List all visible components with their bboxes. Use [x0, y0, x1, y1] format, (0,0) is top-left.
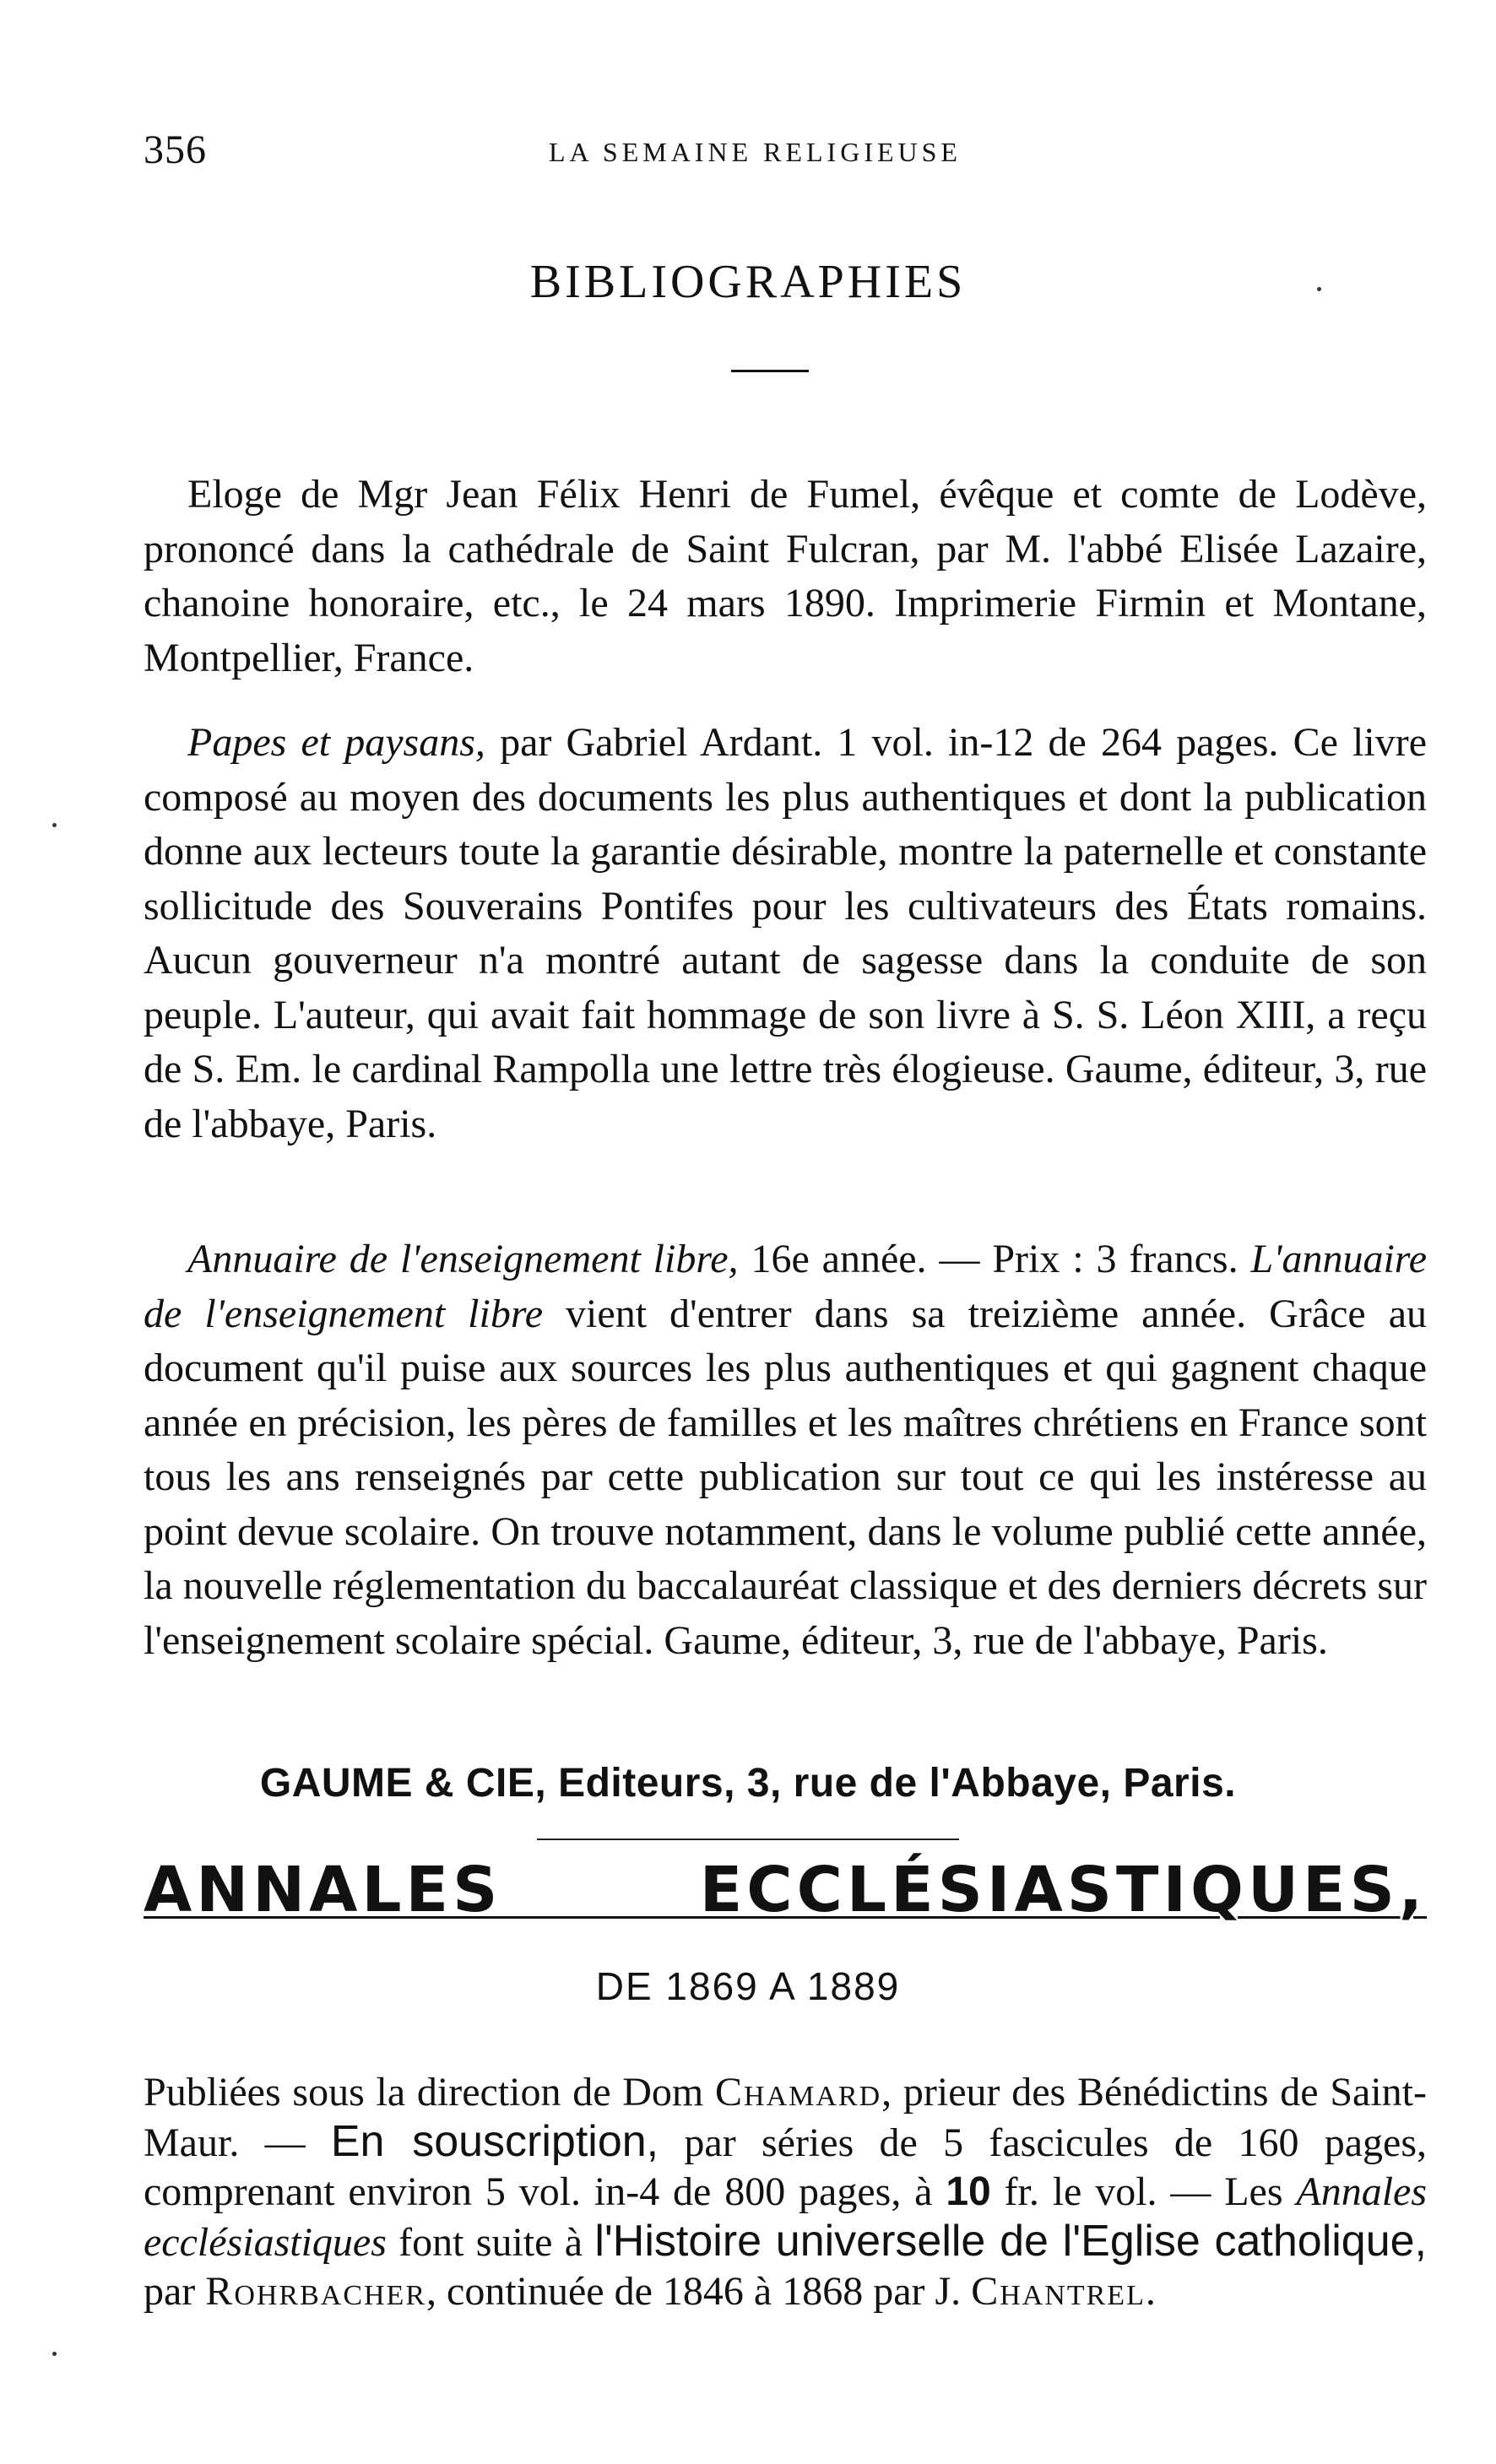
entry-text-continued: vient d'entrer dans sa treizième année. Grâce au document qu'il puise aux sources les plus authentiques et qui gagnent chaque année en précision, les pères de familles et les maîtres chrétiens en France sont tous les ans renseignés par cette publication sur tout ce qui les instéresse au point devue scolaire. On trouve notamment, dans le volume publié cette année, la nouvelle réglementation du baccalauréat classique et des derniers décrets sur l'enseignement scolaire spécial. Gaume, éditeur, 3, rue de l'abbaye, Paris.: [144, 1291, 1427, 1663]
entry-title: Papes et paysans,: [187, 720, 485, 765]
price: 10: [946, 2169, 991, 2214]
advertisement-dates: DE 1869 A 1889: [595, 1964, 901, 2008]
print-speck: [52, 823, 57, 827]
bibliography-entry-annuaire: [144, 1232, 1427, 1668]
desc-text: , prieur des Bénédictins de Saint-Maur. —: [144, 2070, 1428, 2165]
bibliography-entry-papes: [144, 716, 1427, 1151]
desc-text: Publiées sous la direction de Dom: [144, 2070, 715, 2115]
advertisement-title: ANNALES ECCLÉSIASTIQUES,: [144, 1854, 1427, 1926]
running-title: LA SEMAINE RELIGIEUSE: [549, 137, 962, 167]
page-number: 356: [144, 127, 207, 172]
desc-text: , continuée de 1846 à 1868 par J.: [426, 2269, 972, 2314]
desc-text: .: [1145, 2269, 1156, 2314]
print-speck: [1317, 287, 1321, 291]
bibliography-entry-eloge: [144, 468, 1427, 685]
annales-title-italic: Annales ecclésiastiques: [144, 2169, 1428, 2265]
desc-text: fr. le vol. — Les: [990, 2169, 1297, 2214]
desc-text: par: [144, 2269, 206, 2314]
author-name: Chamard: [715, 2070, 882, 2115]
entry-text: 16e année. — Prix : 3 francs.: [738, 1237, 1251, 1281]
print-speck: [52, 2352, 57, 2356]
running-head: [144, 127, 1427, 177]
section-divider: [731, 370, 809, 372]
entry-text: Eloge de Mgr Jean Félix Henri de Fumel, évêque et comte de Lodève, prononcé dans la cathédrale de Saint Fulcran, par M. l'abbé Elisée Lazaire, chanoine honoraire, etc., le 24 mars 1890. Imprimerie Firmin et Montane, Montpellier, France.: [144, 472, 1427, 680]
publisher-line: GAUME & CIE, Editeurs, 3, rue de l'Abbaye, Paris.: [259, 1761, 1237, 1806]
advertisement-divider: [537, 1839, 959, 1840]
advertisement-description: [144, 2068, 1427, 2316]
desc-text: par séries de 5 fascicules de 160 pages, comprenant environ 5 vol. in-4 de 800 pages, à: [144, 2120, 1428, 2214]
entry-title: Annuaire de l'enseignement libre,: [187, 1237, 739, 1281]
entry-title-repeat: L'annuaire de l'enseignement libre: [144, 1237, 1427, 1336]
subscription-label: En souscription,: [330, 2117, 659, 2166]
section-title: BIBLIOGRAPHIES: [529, 256, 967, 308]
entry-text: par Gabriel Ardant. 1 vol. in-12 de 264 pages. Ce livre composé au moyen des documents les plus authentiques et dont la publication donne aux lecteurs toute la garantie désirable, montre la paternelle et constante sollicitude des Souverains Pontifes pour les cultivateurs des États romains. Aucun gouverneur n'a montré autant de sagesse dans la conduite de son peuple. L'auteur, qui avait fait hommage de son livre à S. S. Léon XIII, a reçu de S. Em. le cardinal Rampolla une lettre très élogieuse. Gaume, éditeur, 3, rue de l'abbaye, Paris.: [144, 720, 1428, 1146]
author-name: Chantrel: [971, 2269, 1146, 2314]
author-name: Rohrbacher: [205, 2269, 427, 2314]
desc-text: font suite à: [386, 2220, 595, 2265]
histoire-title: l'Histoire universelle de l'Eglise catholique,: [594, 2217, 1428, 2266]
